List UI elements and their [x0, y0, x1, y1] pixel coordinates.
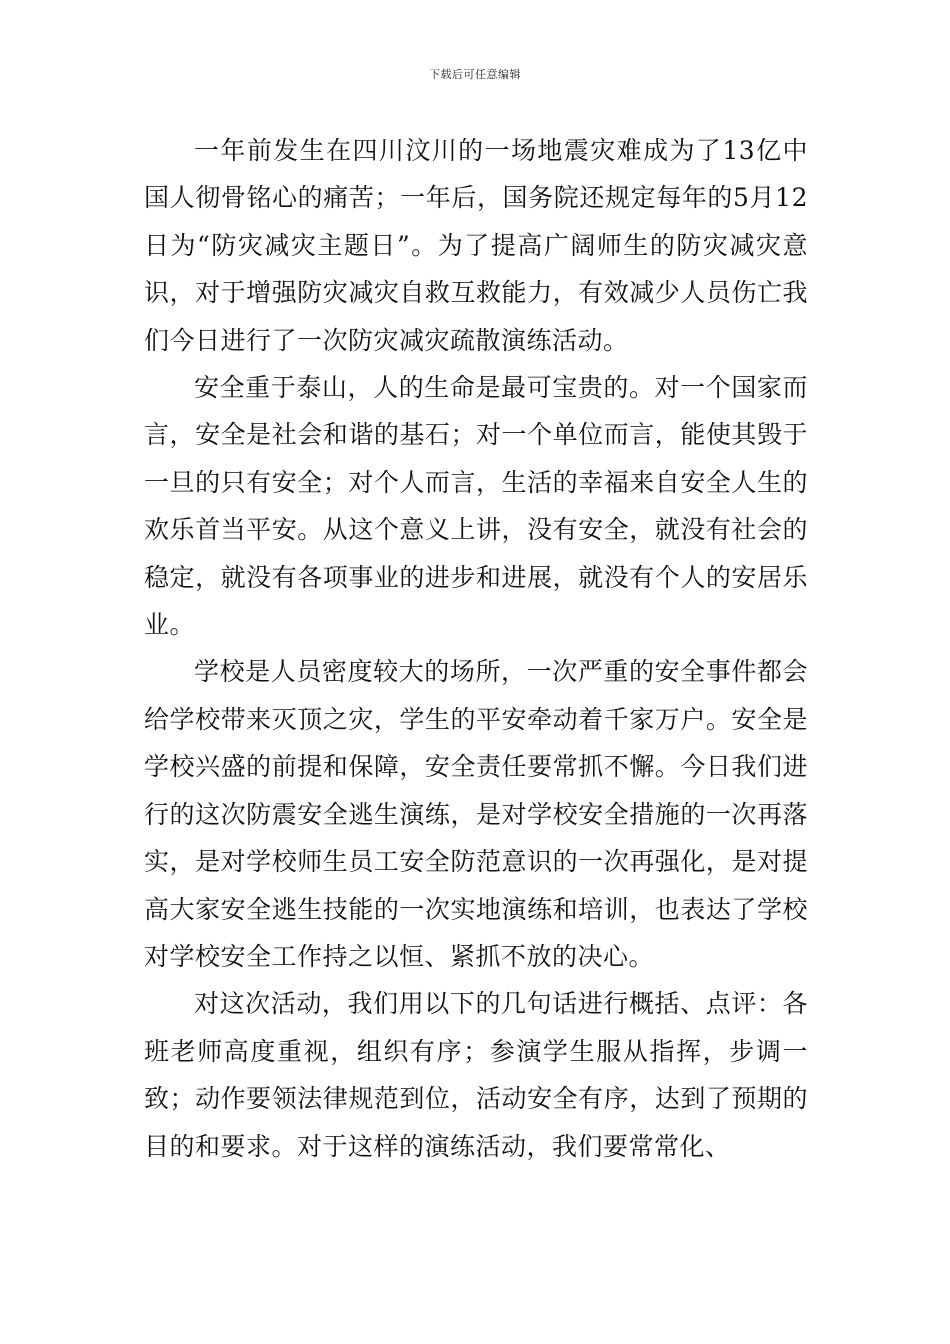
- paragraph-4: 对这次活动，我们用以下的几句话进行概括、点评：各班老师高度重视，组织有序；参演学生服从指挥，步调一致；动作要领法律规范到位，活动安全有序，达到了预期的目的和要求。对于这样的演练活动，我们要常常化、: [144, 989, 808, 1161]
- paragraph-2: 安全重于泰山，人的生命是最可宝贵的。对一个国家而言，安全是社会和谐的基石；对一个单位而言，能使其毁于一旦的只有安全；对个人而言，生活的幸福来自安全人生的欢乐首当平安。从这个意义上讲，没有安全，就没有社会的稳定，就没有各项事业的进步和进展，就没有个人的安居乐业。: [144, 373, 808, 640]
- header-note: 下载后可任意编辑: [429, 68, 521, 81]
- paragraph-3: 学校是人员密度较大的场所，一次严重的安全事件都会给学校带来灭顶之灾，学生的平安牵动着千家万户。安全是学校兴盛的前提和保障，安全责任要常抓不懈。今日我们进行的这次防震安全逃生演练，是对学校安全措施的一次再落实，是对学校师生员工安全防范意识的一次再强化，是对提高大家安全逃生技能的一次实地演练和培训，也表达了学校对学校安全工作持之以恒、紧抓不放的决心。: [144, 657, 808, 971]
- document-body: [144, 127, 808, 1170]
- paragraph-1: 一年前发生在四川汶川的一场地震灾难成为了13亿中国人彻骨铭心的痛苦；一年后，国务院还规定每年的5月12日为“防灾减灾主题日”。为了提高广阔师生的防灾减灾意识，对于增强防灾减灾自救互救能力，有效减少人员伤亡我们今日进行了一次防灾减灾疏散演练活动。: [144, 136, 808, 355]
